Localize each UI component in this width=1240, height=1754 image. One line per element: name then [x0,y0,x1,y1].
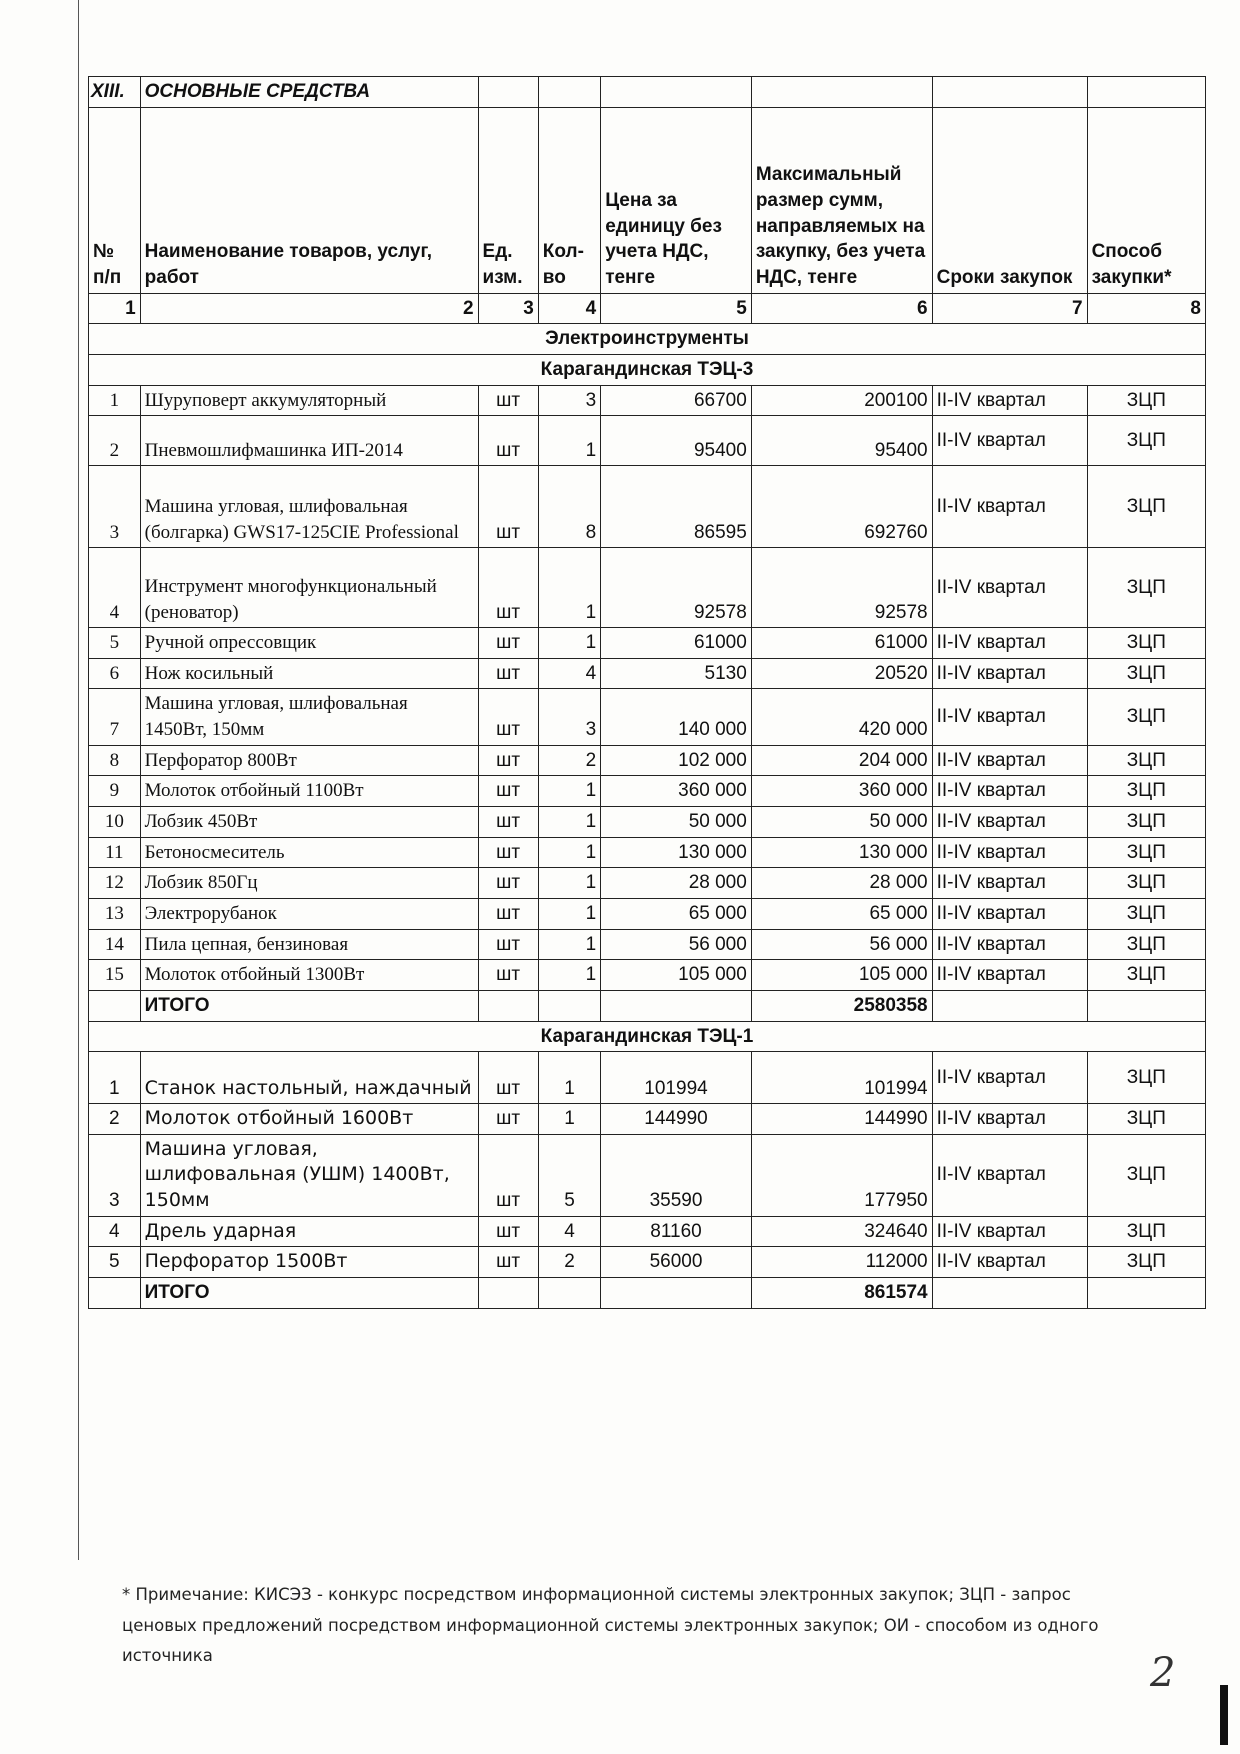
quantity: 4 [538,1216,600,1247]
item-name: Пила цепная, бензиновая [140,929,478,960]
purchase-term: II-IV квартал [932,837,1087,868]
col-number: 4 [538,293,600,324]
table-row [89,1216,1206,1247]
unit-price: 5130 [601,658,752,689]
max-sum: 56 000 [751,929,932,960]
unit-price: 144990 [601,1104,752,1135]
quantity: 3 [538,385,600,416]
purchase-term: II-IV квартал [932,960,1087,991]
unit: шт [478,1104,538,1135]
total-empty-cell [932,1278,1087,1309]
group-body-tec3 [89,385,1206,1021]
quantity: 2 [538,745,600,776]
max-sum: 20520 [751,658,932,689]
unit: шт [478,658,538,689]
purchase-method: ЗЦП [1087,689,1205,745]
col-number: 8 [1087,293,1205,324]
table-row [89,658,1206,689]
quantity: 5 [538,1134,600,1216]
max-sum: 130 000 [751,837,932,868]
quantity: 1 [538,776,600,807]
header-row [89,107,1206,293]
max-sum: 105 000 [751,960,932,991]
header-price: Цена за единицу без учета НДС, тенге [601,107,752,293]
purchase-method: ЗЦП [1087,837,1205,868]
unit: шт [478,745,538,776]
row-number: 5 [89,628,141,659]
unit: шт [478,1216,538,1247]
quantity: 3 [538,689,600,745]
purchase-term: II-IV квартал [932,1134,1087,1216]
item-name: Электрорубанок [140,898,478,929]
total-empty-cell [478,1278,538,1309]
purchase-method: ЗЦП [1087,745,1205,776]
total-empty-cell [478,990,538,1021]
row-number: 5 [89,1247,141,1278]
max-sum: 101994 [751,1052,932,1104]
group-title-row [89,354,1206,385]
purchase-term: II-IV квартал [932,466,1087,548]
unit: шт [478,868,538,899]
purchase-term: II-IV квартал [932,745,1087,776]
table-row [89,837,1206,868]
item-name: Машина угловая, шлифовальная (УШМ) 1400Вт, 150мм [140,1134,478,1216]
col-number: 7 [932,293,1087,324]
table-row [89,628,1206,659]
unit-price: 28 000 [601,868,752,899]
total-label: ИТОГО [140,1278,478,1309]
item-name: Нож косильный [140,658,478,689]
purchase-method: ЗЦП [1087,776,1205,807]
quantity: 1 [538,548,600,628]
max-sum: 692760 [751,466,932,548]
col-number: 3 [478,293,538,324]
purchase-term: II-IV квартал [932,929,1087,960]
unit: шт [478,628,538,659]
purchase-term: II-IV квартал [932,416,1087,466]
section-title: ОСНОВНЫЕ СРЕДСТВА [140,77,478,108]
purchase-method: ЗЦП [1087,1216,1205,1247]
unit-price: 360 000 [601,776,752,807]
item-name: Бетоносмеситель [140,837,478,868]
quantity: 1 [538,1052,600,1104]
max-sum: 200100 [751,385,932,416]
col-number: 2 [140,293,478,324]
quantity: 1 [538,898,600,929]
scan-mark [1220,1685,1228,1745]
total-empty-cell [601,990,752,1021]
table-row [89,1247,1206,1278]
table-row [89,868,1206,899]
header-unit: Ед. изм. [478,107,538,293]
row-number: 14 [89,929,141,960]
unit: шт [478,960,538,991]
purchase-method: ЗЦП [1087,1052,1205,1104]
quantity: 1 [538,416,600,466]
table-row [89,1134,1206,1216]
procurement-table [88,76,1206,1309]
row-number: 2 [89,1104,141,1135]
item-name: Перфоратор 800Вт [140,745,478,776]
quantity: 1 [538,807,600,838]
table-row [89,385,1206,416]
unit-price: 130 000 [601,837,752,868]
header-qty: Кол-во [538,107,600,293]
row-number: 4 [89,1216,141,1247]
row-number: 3 [89,466,141,548]
purchase-method: ЗЦП [1087,807,1205,838]
item-name: Молоток отбойный 1300Вт [140,960,478,991]
unit: шт [478,898,538,929]
max-sum: 144990 [751,1104,932,1135]
purchase-method: ЗЦП [1087,385,1205,416]
col-number: 6 [751,293,932,324]
quantity: 1 [538,929,600,960]
item-name: Пневмошлифмашинка ИП-2014 [140,416,478,466]
quantity: 8 [538,466,600,548]
total-value: 861574 [751,1278,932,1309]
purchase-method: ЗЦП [1087,466,1205,548]
row-number: 4 [89,548,141,628]
purchase-method: ЗЦП [1087,1104,1205,1135]
unit-price: 50 000 [601,807,752,838]
quantity: 4 [538,658,600,689]
row-number: 1 [89,385,141,416]
item-name: Машина угловая, шлифовальная (болгарка) GWS17-125CIE Professional [140,466,478,548]
unit-price: 35590 [601,1134,752,1216]
unit-price: 92578 [601,548,752,628]
row-number: 9 [89,776,141,807]
unit: шт [478,548,538,628]
table-row [89,1104,1206,1135]
unit: шт [478,837,538,868]
header-name: Наименование товаров, услуг, работ [140,107,478,293]
purchase-term: II-IV квартал [932,1216,1087,1247]
table-row [89,960,1206,991]
purchase-term: II-IV квартал [932,776,1087,807]
total-empty-cell [1087,990,1205,1021]
unit-price: 140 000 [601,689,752,745]
purchase-term: II-IV квартал [932,1052,1087,1104]
purchase-method: ЗЦП [1087,416,1205,466]
quantity: 1 [538,960,600,991]
purchase-method: ЗЦП [1087,960,1205,991]
max-sum: 28 000 [751,868,932,899]
unit: шт [478,689,538,745]
header-sum: Максимальный размер сумм, направляемых на закупку, без учета НДС, тенге [751,107,932,293]
purchase-term: II-IV квартал [932,548,1087,628]
max-sum: 112000 [751,1247,932,1278]
row-number: 3 [89,1134,141,1216]
purchase-method: ЗЦП [1087,658,1205,689]
max-sum: 420 000 [751,689,932,745]
row-number: 15 [89,960,141,991]
section-roman: XIII. [89,77,141,108]
total-empty-cell [601,1278,752,1309]
purchase-term: II-IV квартал [932,385,1087,416]
page-number: 2 [1150,1650,1176,1696]
purchase-method: ЗЦП [1087,1134,1205,1216]
row-number: 13 [89,898,141,929]
purchase-term: II-IV квартал [932,658,1087,689]
quantity: 1 [538,868,600,899]
item-name: Ручной опрессовщик [140,628,478,659]
total-row [89,990,1206,1021]
purchase-method: ЗЦП [1087,929,1205,960]
purchase-method: ЗЦП [1087,898,1205,929]
margin-line [78,0,79,1560]
max-sum: 95400 [751,416,932,466]
unit: шт [478,385,538,416]
item-name: Молоток отбойный 1600Вт [140,1104,478,1135]
unit: шт [478,807,538,838]
row-number: 12 [89,868,141,899]
col-number: 1 [89,293,141,324]
max-sum: 65 000 [751,898,932,929]
unit-price: 102 000 [601,745,752,776]
item-name: Шуруповерт аккумуляторный [140,385,478,416]
table-row [89,689,1206,745]
unit: шт [478,1134,538,1216]
purchase-term: II-IV квартал [932,868,1087,899]
item-name: Молоток отбойный 1100Вт [140,776,478,807]
header-term: Сроки закупок [932,107,1087,293]
table-row [89,1052,1206,1104]
item-name: Дрель ударная [140,1216,478,1247]
purchase-term: II-IV квартал [932,1104,1087,1135]
header-method: Способ закупки* [1087,107,1205,293]
quantity: 1 [538,628,600,659]
unit-price: 56 000 [601,929,752,960]
purchase-term: II-IV квартал [932,807,1087,838]
quantity: 1 [538,1104,600,1135]
max-sum: 50 000 [751,807,932,838]
row-number: 2 [89,416,141,466]
unit-price: 61000 [601,628,752,659]
row-number: 1 [89,1052,141,1104]
purchase-method: ЗЦП [1087,868,1205,899]
footnote: * Примечание: КИСЭЗ - конкурс посредством информационной системы электронных закупок; ЗЦП - запрос ценовых предложений посредством информационной системы электронных закупок; ОИ - способом из одного источника [122,1585,1099,1666]
total-label: ИТОГО [140,990,478,1021]
max-sum: 177950 [751,1134,932,1216]
quantity: 1 [538,837,600,868]
max-sum: 92578 [751,548,932,628]
unit: шт [478,466,538,548]
max-sum: 61000 [751,628,932,659]
table-row [89,929,1206,960]
total-empty-cell [1087,1278,1205,1309]
item-name: Лобзик 850Гц [140,868,478,899]
total-empty-cell [932,990,1087,1021]
purchase-method: ЗЦП [1087,548,1205,628]
unit: шт [478,416,538,466]
purchase-term: II-IV квартал [932,628,1087,659]
purchase-method: ЗЦП [1087,628,1205,659]
item-name: Лобзик 450Вт [140,807,478,838]
unit: шт [478,1052,538,1104]
row-number: 10 [89,807,141,838]
header-num: № п/п [89,107,141,293]
item-name: Инструмент многофункциональный (реноватор) [140,548,478,628]
row-number: 8 [89,745,141,776]
total-empty-cell [89,990,141,1021]
col-number: 5 [601,293,752,324]
item-name: Машина угловая, шлифовальная 1450Вт, 150мм [140,689,478,745]
column-numbers-row [89,293,1206,324]
unit-price: 56000 [601,1247,752,1278]
purchase-term: II-IV квартал [932,898,1087,929]
item-name: Перфоратор 1500Вт [140,1247,478,1278]
section-title-row [89,77,1206,108]
table-row [89,807,1206,838]
group-body-tec1 [89,1052,1206,1308]
max-sum: 360 000 [751,776,932,807]
total-row [89,1278,1206,1309]
unit-price: 66700 [601,385,752,416]
row-number: 6 [89,658,141,689]
group-title-row [89,1021,1206,1052]
purchase-method: ЗЦП [1087,1247,1205,1278]
unit-price: 81160 [601,1216,752,1247]
total-value: 2580358 [751,990,932,1021]
category-row [89,324,1206,355]
total-empty-cell [89,1278,141,1309]
unit-price: 95400 [601,416,752,466]
group-title: Карагандинская ТЭЦ-3 [89,354,1206,385]
max-sum: 324640 [751,1216,932,1247]
table-row [89,548,1206,628]
table-row [89,776,1206,807]
table-row [89,745,1206,776]
unit-price: 86595 [601,466,752,548]
purchase-term: II-IV квартал [932,1247,1087,1278]
group-title: Карагандинская ТЭЦ-1 [89,1021,1206,1052]
row-number: 11 [89,837,141,868]
row-number: 7 [89,689,141,745]
max-sum: 204 000 [751,745,932,776]
purchase-term: II-IV квартал [932,689,1087,745]
table-row [89,898,1206,929]
table-row [89,416,1206,466]
category-title: Электроинструменты [89,324,1206,355]
unit-price: 65 000 [601,898,752,929]
unit-price: 101994 [601,1052,752,1104]
total-empty-cell [538,990,600,1021]
unit: шт [478,929,538,960]
unit-price: 105 000 [601,960,752,991]
total-empty-cell [538,1278,600,1309]
unit: шт [478,776,538,807]
unit: шт [478,1247,538,1278]
quantity: 2 [538,1247,600,1278]
table-row [89,466,1206,548]
item-name: Станок настольный, наждачный [140,1052,478,1104]
